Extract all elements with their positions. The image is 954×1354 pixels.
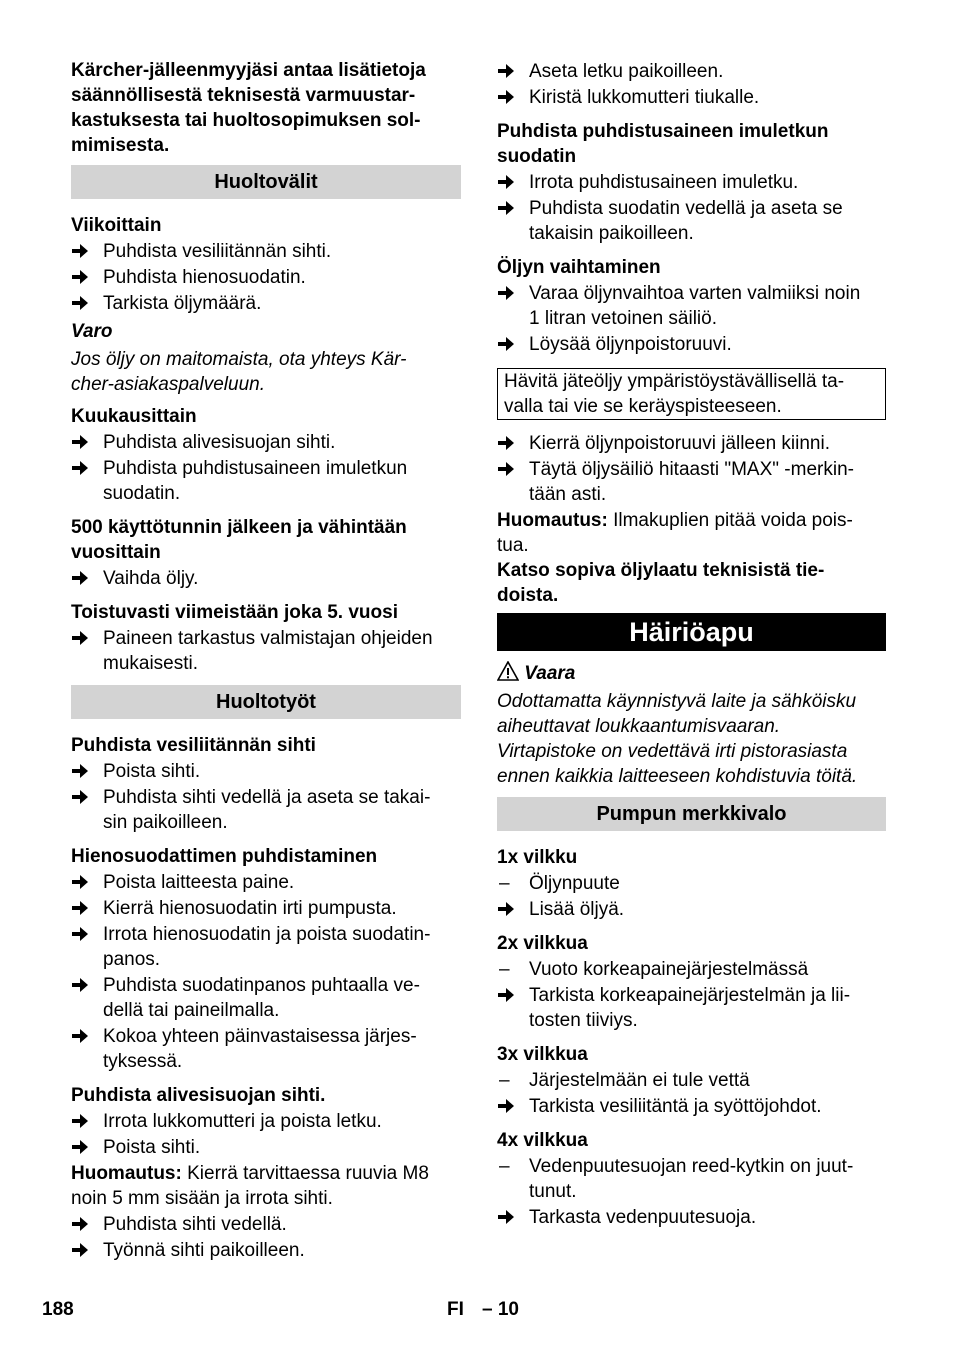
list-4x [497, 1154, 886, 1230]
text-line: tunut. [529, 1181, 577, 1202]
text-line: suodatin [497, 146, 577, 167]
language-code: FI [447, 1299, 464, 1320]
list-item-text [103, 626, 461, 676]
text-line: noin 5 mm sisään ja irrota sihti. [71, 1188, 333, 1209]
list-item-text [529, 957, 886, 982]
list-item-text [529, 1068, 886, 1093]
arrow-right-icon [71, 265, 97, 290]
text-line: Poista sihti. [103, 761, 201, 782]
list-item [71, 1109, 461, 1134]
text-line: Tarkista korkeapainejärjestelmän ja lii- [529, 985, 851, 1006]
text-line: valla tai vie se keräyspisteeseen. [504, 396, 782, 417]
text-line: Vuoto korkeapainejärjestelmässä [529, 959, 809, 980]
list-item-text [103, 896, 461, 921]
arrow-right-icon [497, 1205, 523, 1230]
section-page: – 10 [482, 1299, 519, 1320]
list-item [497, 431, 886, 456]
text-line: Odottamatta käynnistyvä laite ja sähköisku [497, 691, 857, 712]
text-line: Puhdista suodatin vedellä ja aseta se [529, 198, 843, 219]
text-line: suodatin. [103, 483, 181, 504]
text-line: tyksessä. [103, 1051, 183, 1072]
list-item-text [103, 1024, 461, 1074]
list-item-text [103, 265, 461, 290]
text-line: cher-asiakaspalveluun. [71, 374, 265, 395]
arrow-right-icon [71, 870, 97, 895]
text-line: Puhdista sihti vedellä. [103, 1214, 287, 1235]
list-item-text [103, 922, 461, 972]
text-line: Paineen tarkastus valmistajan ohjeiden [103, 628, 433, 649]
list-item: – Vedenpuutesuojan reed-kytkin on juut- tunut. [497, 1154, 886, 1204]
text-line: Varaa öljynvaihtoa varten valmiiksi noin [529, 283, 861, 304]
text-line: vuosittain [71, 542, 161, 563]
intro-text [71, 58, 461, 158]
list-item [71, 626, 461, 676]
list-item-text [529, 1154, 886, 1204]
list-item-text [103, 1109, 461, 1134]
list-sihti [71, 759, 461, 835]
arrow-right-icon [497, 457, 523, 482]
arrow-right-icon [497, 59, 523, 84]
arrow-right-icon [71, 566, 97, 591]
text-line: säännöllisestä teknisestä varmuustar- [71, 85, 416, 106]
arrow-right-icon [71, 1212, 97, 1237]
list-item-text [529, 457, 886, 507]
text-line: Vedenpuutesuojan reed-kytkin on juut- [529, 1156, 854, 1177]
list-item-text [529, 1205, 886, 1230]
list-item-text [529, 897, 886, 922]
heading-kuukausittain: Kuukausittain [71, 406, 197, 427]
text-line: ennen kaikkia laitteeseen kohdistuvia töitä. [497, 766, 858, 787]
notice-box [497, 368, 886, 420]
list-top [497, 59, 886, 110]
arrow-right-icon [497, 983, 523, 1008]
arrow-right-icon [71, 785, 97, 810]
list-item [71, 566, 461, 591]
text-line: Irrota puhdistusaineen imuletku. [529, 172, 799, 193]
heading-imuletku [497, 119, 886, 169]
list-item [71, 456, 461, 506]
heading-1x: 1x vilkku [497, 847, 578, 868]
text-line: 500 käyttötunnin jälkeen ja vähintään [71, 517, 407, 538]
arrow-right-icon [71, 1024, 97, 1049]
note-huomautus-left [71, 1161, 461, 1211]
list-item [71, 870, 461, 895]
text-line: Katso sopiva öljylaatu teknisistä tie- [497, 560, 825, 581]
text-line: Tarkista öljymäärä. [103, 293, 262, 314]
text-line: Järjestelmään ei tule vettä [529, 1070, 750, 1091]
text-line: Irrota hienosuodatin ja poista suodatin- [103, 924, 431, 945]
list-item [71, 785, 461, 835]
list-item [497, 1205, 886, 1230]
text-line: Poista sihti. [103, 1137, 201, 1158]
list-item [497, 332, 886, 357]
arrow-right-icon [71, 896, 97, 921]
text-line: Puhdista hienosuodatin. [103, 267, 306, 288]
arrow-right-icon [497, 196, 523, 221]
text-line: Kierrä hienosuodatin irti pumpusta. [103, 898, 397, 919]
text-line: mukaisesti. [103, 653, 199, 674]
note-label: Huomautus: [71, 1163, 182, 1184]
heading-500 [71, 515, 461, 565]
text-line: Lisää öljyä. [529, 899, 625, 920]
list-item-text [103, 1212, 461, 1237]
text-line: Puhdista suodatinpanos puhtaalla ve- [103, 975, 420, 996]
text-line: 1 litran vetoinen säiliö. [529, 308, 717, 329]
list-ali [71, 1109, 461, 1160]
list-imuletku [497, 170, 886, 246]
list-kuukausittain [71, 430, 461, 506]
text-line: mimisesta. [71, 135, 170, 156]
text-line: sin paikoilleen. [103, 812, 228, 833]
arrow-right-icon [497, 431, 523, 456]
list-oljy-2 [497, 431, 886, 507]
arrow-right-icon [71, 430, 97, 455]
heading-sihti: Puhdista vesiliitännän sihti [71, 735, 316, 756]
heading-oljy: Öljyn vaihtaminen [497, 257, 661, 278]
text-line: Virtapistoke on vedettävä irti pistorasiasta [497, 741, 848, 762]
list-item-text [103, 870, 461, 895]
list-item: – Öljynpuute [497, 871, 886, 896]
text-line: dellä tai paineilmalla. [103, 1000, 280, 1021]
list-3x [497, 1068, 886, 1119]
list-500 [71, 566, 461, 591]
note-line: Huomautus: Ilmakuplien pitää voida pois- [497, 510, 853, 531]
list-item-text [529, 196, 886, 246]
text-line: doista. [497, 585, 559, 606]
varo-text [71, 347, 461, 397]
arrow-right-icon [497, 1094, 523, 1119]
varo-label: Varo [71, 321, 113, 342]
text-line: Jos öljy on maitomaista, ota yhteys Kär- [71, 349, 407, 370]
list-item-text [529, 170, 886, 195]
list-ali-2 [71, 1212, 461, 1263]
text-line: Kärcher-jälleenmyyjäsi antaa lisätietoja [71, 60, 426, 81]
list-item [497, 59, 886, 84]
list-item-text [103, 1135, 461, 1160]
text-line: Kokoa yhteen päinvastaisessa järjes- [103, 1026, 417, 1047]
arrow-right-icon [71, 759, 97, 784]
heading-2x: 2x vilkkua [497, 933, 588, 954]
text-line: Löysää öljynpoistoruuvi. [529, 334, 732, 355]
list-item [71, 265, 461, 290]
list-item-text [103, 456, 461, 506]
list-item-text [529, 871, 886, 896]
list-item-text [103, 1238, 461, 1263]
list-item-text [103, 759, 461, 784]
section-title-hairioapu: Häiriöapu [497, 613, 886, 651]
text-line: panos. [103, 949, 161, 970]
list-item [71, 291, 461, 316]
katso-text [497, 558, 886, 608]
arrow-right-icon [497, 281, 523, 306]
list-item [497, 457, 886, 507]
heading-4x: 4x vilkkua [497, 1130, 588, 1151]
list-item-text [529, 59, 886, 84]
text-line: Hävitä jäteöljy ympäristöystävällisellä ta- [504, 371, 845, 392]
text-line: Puhdista puhdistusaineen imuletkun [103, 458, 408, 479]
arrow-right-icon [71, 973, 97, 998]
text-line: Puhdista puhdistusaineen imuletkun [497, 121, 829, 142]
text-line: Irrota lukkomutteri ja poista letku. [103, 1111, 382, 1132]
text-line: Tarkista vesiliitäntä ja syöttöjohdot. [529, 1096, 822, 1117]
arrow-right-icon [71, 1109, 97, 1134]
arrow-right-icon [71, 626, 97, 651]
arrow-right-icon [71, 291, 97, 316]
left-column [71, 58, 461, 1264]
list-item [71, 1238, 461, 1263]
list-item-text [103, 430, 461, 455]
note-huomautus-right [497, 508, 886, 558]
list-item [71, 1135, 461, 1160]
list-item-text [529, 281, 886, 331]
text-line: tosten tiiviys. [529, 1010, 638, 1031]
text-line: Poista laitteesta paine. [103, 872, 295, 893]
text-line: tään asti. [529, 484, 607, 505]
list-item [497, 897, 886, 922]
list-item-text [103, 566, 461, 591]
list-item [71, 896, 461, 921]
list-item [71, 1212, 461, 1237]
page-number: 188 [42, 1299, 74, 1320]
list-item [497, 170, 886, 195]
arrow-right-icon [497, 897, 523, 922]
list-item-text [529, 983, 886, 1033]
section-band-pumpun: Pumpun merkkivalo [497, 797, 886, 831]
text-line: tua. [497, 535, 529, 556]
list-item [71, 759, 461, 784]
arrow-right-icon [497, 85, 523, 110]
list-item [497, 281, 886, 331]
section-band-huoltotyot: Huoltotyöt [71, 685, 461, 719]
text-line: aiheuttavat loukkaantumisvaaran. [497, 716, 781, 737]
list-item-text [529, 431, 886, 456]
heading-toistuvasti: Toistuvasti viimeistään joka 5. vuosi [71, 602, 398, 623]
list-1x [497, 871, 886, 922]
list-item [497, 85, 886, 110]
text-line: kastuksesta tai huoltosopimuksen sol- [71, 110, 421, 131]
arrow-right-icon [71, 456, 97, 481]
list-toistuvasti [71, 626, 461, 676]
arrow-right-icon [71, 922, 97, 947]
warning-triangle-icon [497, 663, 524, 684]
text-line: Aseta letku paikoilleen. [529, 61, 724, 82]
list-2x [497, 957, 886, 1033]
list-item [71, 1024, 461, 1074]
list-item-text [103, 785, 461, 835]
list-viikoittain [71, 239, 461, 316]
arrow-right-icon [497, 332, 523, 357]
list-item-text [529, 1094, 886, 1119]
text-line: Täytä öljysäiliö hitaasti "MAX" -merkin- [529, 459, 854, 480]
note-label: Huomautus: [497, 510, 608, 531]
vaara-text [497, 689, 886, 789]
list-item [497, 1094, 886, 1119]
text-line: Kierrä öljynpoistoruuvi jälleen kiinni. [529, 433, 830, 454]
list-item [71, 430, 461, 455]
list-item-text [103, 973, 461, 1023]
text-line: Vaihda öljy. [103, 568, 199, 589]
list-oljy [497, 281, 886, 357]
arrow-right-icon [71, 239, 97, 264]
text-line: Työnnä sihti paikoilleen. [103, 1240, 305, 1261]
list-item [71, 973, 461, 1023]
list-item [71, 922, 461, 972]
list-item-text [103, 239, 461, 264]
list-item-text [529, 85, 886, 110]
text-line: Kiristä lukkomutteri tiukalle. [529, 87, 760, 108]
text-line: Puhdista sihti vedellä ja aseta se takai- [103, 787, 431, 808]
list-item-text [103, 291, 461, 316]
heading-3x: 3x vilkkua [497, 1044, 588, 1065]
text-line: Puhdista vesiliitännän sihti. [103, 241, 332, 262]
list-hieno [71, 870, 461, 1074]
heading-ali: Puhdista alivesisuojan sihti. [71, 1085, 326, 1106]
list-item-text [529, 332, 886, 357]
arrow-right-icon [71, 1135, 97, 1160]
section-band-huoltovalit: Huoltovälit [71, 165, 461, 199]
vaara-label: Vaara [497, 661, 886, 686]
list-item [71, 239, 461, 264]
text-line: Tarkasta vedenpuutesuoja. [529, 1207, 757, 1228]
list-item [497, 196, 886, 246]
list-item [497, 983, 886, 1033]
arrow-right-icon [497, 170, 523, 195]
heading-viikoittain: Viikoittain [71, 215, 162, 236]
list-item: – Järjestelmään ei tule vettä [497, 1068, 886, 1093]
note-line: Huomautus: Kierrä tarvittaessa ruuvia M8 [71, 1163, 429, 1184]
heading-hieno: Hienosuodattimen puhdistaminen [71, 846, 378, 867]
text-line: takaisin paikoilleen. [529, 223, 694, 244]
text-line: Puhdista alivesisuojan sihti. [103, 432, 336, 453]
list-item: – Vuoto korkeapainejärjestelmässä [497, 957, 886, 982]
text-line: Öljynpuute [529, 873, 620, 894]
right-column [497, 58, 886, 1231]
arrow-right-icon [71, 1238, 97, 1263]
